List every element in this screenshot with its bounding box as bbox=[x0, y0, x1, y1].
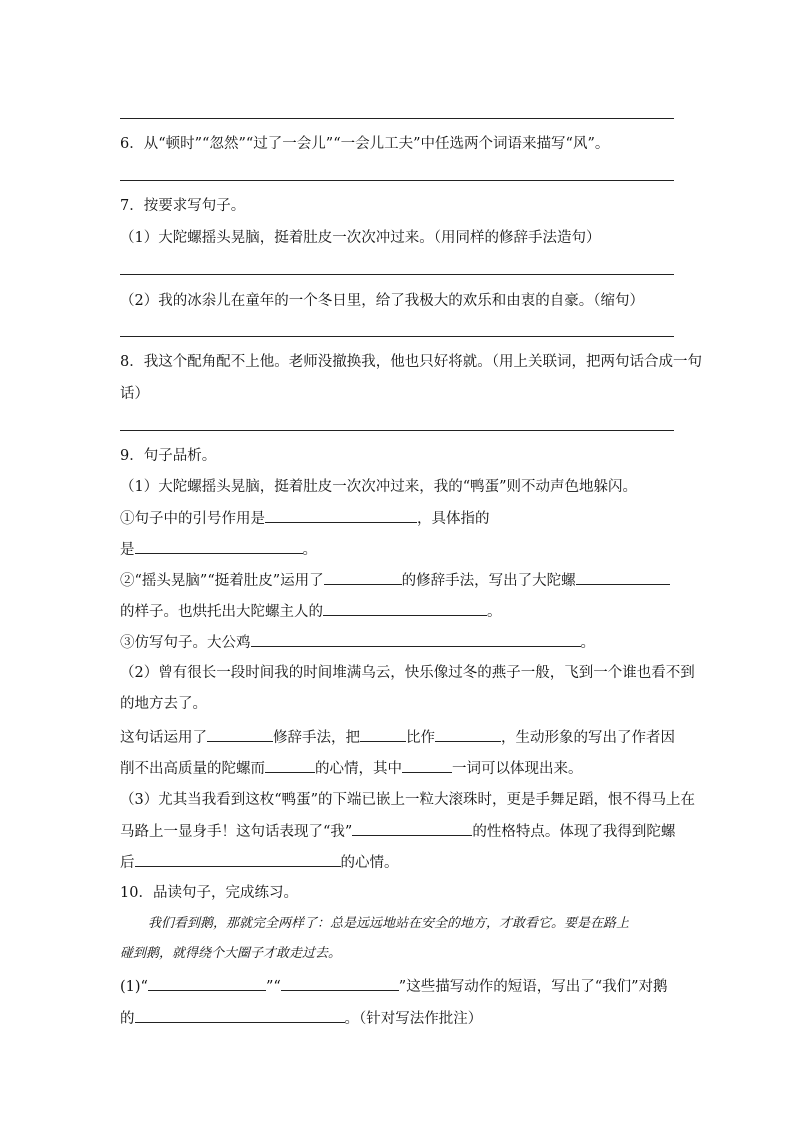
q9-p3-line3 bbox=[120, 852, 680, 873]
q9-p2-line3 bbox=[120, 727, 680, 748]
q9-p2-line1: （2）曾有很长一段时间我的时间堆满乌云，快乐像过冬的燕子一般，飞到一个谁也看不到 bbox=[120, 665, 695, 681]
answer-line-q7-2[interactable] bbox=[120, 336, 674, 337]
q9-p3-l3a: 后 bbox=[120, 855, 135, 871]
q9-p2-line4 bbox=[120, 758, 680, 779]
blank-imitation-sentence[interactable] bbox=[251, 632, 581, 647]
q9-2b-post: 。 bbox=[487, 604, 502, 620]
q7-title: 7．按要求写句子。 bbox=[120, 198, 246, 214]
blank-top-appearance[interactable] bbox=[576, 570, 670, 585]
q9-p3-l2a: 马路上一显身手！这句话表现了“我” bbox=[120, 824, 353, 840]
blank-q10-feeling[interactable] bbox=[135, 1008, 345, 1023]
blank-q10-phrase-2[interactable] bbox=[281, 976, 399, 991]
q6-prompt: 6．从“顿时”“忽然”“过了一会儿”“一会儿工夫”中任选两个词语来描写“风”。 bbox=[120, 136, 610, 152]
q9-p2-l3c: 比作 bbox=[406, 730, 435, 746]
q10-1-e: 。（针对写法作批注） bbox=[344, 1011, 483, 1027]
q9-p2-l3d: ，生动形象的写出了作者因 bbox=[501, 730, 675, 746]
blank-p2-object[interactable] bbox=[435, 727, 501, 742]
q9-1a-post: ，具体指的 bbox=[417, 511, 490, 527]
blank-quote-function[interactable] bbox=[265, 508, 417, 523]
q9-2b bbox=[120, 601, 680, 622]
blank-specific-reference[interactable] bbox=[135, 539, 303, 554]
q9-1a bbox=[120, 508, 680, 529]
q9-p2-l3a: 这句话运用了 bbox=[120, 730, 207, 746]
q10-1-line1 bbox=[120, 976, 680, 997]
q9-2b-pre: 的样子。也烘托出大陀螺主人的 bbox=[120, 604, 323, 620]
q9-1a-pre: ①句子中的引号作用是 bbox=[120, 511, 265, 527]
q10-1-b: ”“ bbox=[265, 979, 281, 995]
q9-2a bbox=[120, 570, 680, 591]
blank-p2-rhetoric[interactable] bbox=[207, 727, 273, 742]
blank-owner-trait[interactable] bbox=[323, 601, 487, 616]
q9-p2-l3b: 修辞手法，把 bbox=[273, 730, 360, 746]
q10-1-c: ”这些描写动作的短语，写出了“我们”对鹅 bbox=[398, 979, 668, 995]
blank-p2-subject[interactable] bbox=[360, 727, 406, 742]
q10-1-line2 bbox=[120, 1008, 680, 1029]
q10-1-a: (1)“ bbox=[120, 979, 148, 995]
q9-p3-line2 bbox=[120, 821, 680, 842]
q9-1b bbox=[120, 539, 680, 560]
q8-line1: 8．我这个配角配不上他。老师没撤换我，他也只好将就。（用上关联词，把两句话合成一句 bbox=[120, 354, 702, 370]
q9-p3-line1: （3）尤其当我看到这枚“鸭蛋”的下端已嵌上一粒大滚珠时，更是手舞足蹈，恨不得马上在 bbox=[120, 792, 696, 808]
blank-rhetoric[interactable] bbox=[324, 570, 402, 585]
q9-p2-l4a: 削不出高质量的陀螺而 bbox=[120, 761, 265, 777]
q9-p2-l4b: 的心情，其中 bbox=[315, 761, 402, 777]
q10-1-d: 的 bbox=[120, 1011, 135, 1027]
q9-p3-l3b: 的心情。 bbox=[340, 855, 399, 871]
q9-1b-post: 。 bbox=[302, 542, 317, 558]
answer-line-q6[interactable] bbox=[120, 180, 674, 181]
q9-2a-pre: ②“摇头晃脑”“挺着肚皮”运用了 bbox=[120, 573, 324, 589]
q7-sub2: （2）我的冰尜儿在童年的一个冬日里，给了我极大的欢乐和由衷的自豪。（缩句） bbox=[120, 293, 644, 309]
q9-p3-l2b: 的性格特点。体现了我得到陀螺 bbox=[472, 824, 676, 840]
q10-title: 10．品读句子，完成练习。 bbox=[120, 885, 298, 901]
blank-p3-mood[interactable] bbox=[135, 852, 341, 867]
q9-2a-mid: 的修辞手法，写出了大陀螺 bbox=[401, 573, 576, 589]
q10-quote-line2: 碰到鹅，就得绕个大圈子才敢走过去。 bbox=[120, 946, 342, 961]
answer-line-q7-1[interactable] bbox=[120, 274, 674, 275]
q9-1b-pre: 是 bbox=[120, 542, 135, 558]
q9-p2-line2: 的地方去了。 bbox=[120, 696, 207, 712]
q7-sub1: （1）大陀螺摇头晃脑，挺着肚皮一次次冲过来。（用同样的修辞手法造句） bbox=[120, 230, 601, 246]
q9-title: 9．句子品析。 bbox=[120, 448, 217, 464]
q9-sentence-1: （1）大陀螺摇头晃脑，挺着肚皮一次次冲过来，我的“鸭蛋”则不动声色地躲闪。 bbox=[120, 479, 638, 495]
q8-line2: 话） bbox=[120, 386, 149, 402]
q10-quote-line1: 我们看到鹅，那就完全两样了：总是远远地站在安全的地方，才敢看它。要是在路上 bbox=[148, 916, 630, 931]
answer-line-q8[interactable] bbox=[120, 430, 674, 431]
q9-p2-l4c: 一词可以体现出来。 bbox=[452, 761, 583, 777]
q9-3 bbox=[120, 632, 680, 653]
answer-line-q5[interactable] bbox=[120, 118, 674, 119]
blank-q10-phrase-1[interactable] bbox=[148, 976, 266, 991]
blank-p2-mood[interactable] bbox=[265, 758, 315, 773]
q9-3-pre: ③仿写句子。大公鸡 bbox=[120, 635, 251, 651]
q9-3-post: 。 bbox=[580, 635, 595, 651]
blank-p3-character[interactable] bbox=[352, 821, 472, 836]
blank-p2-word[interactable] bbox=[402, 758, 452, 773]
